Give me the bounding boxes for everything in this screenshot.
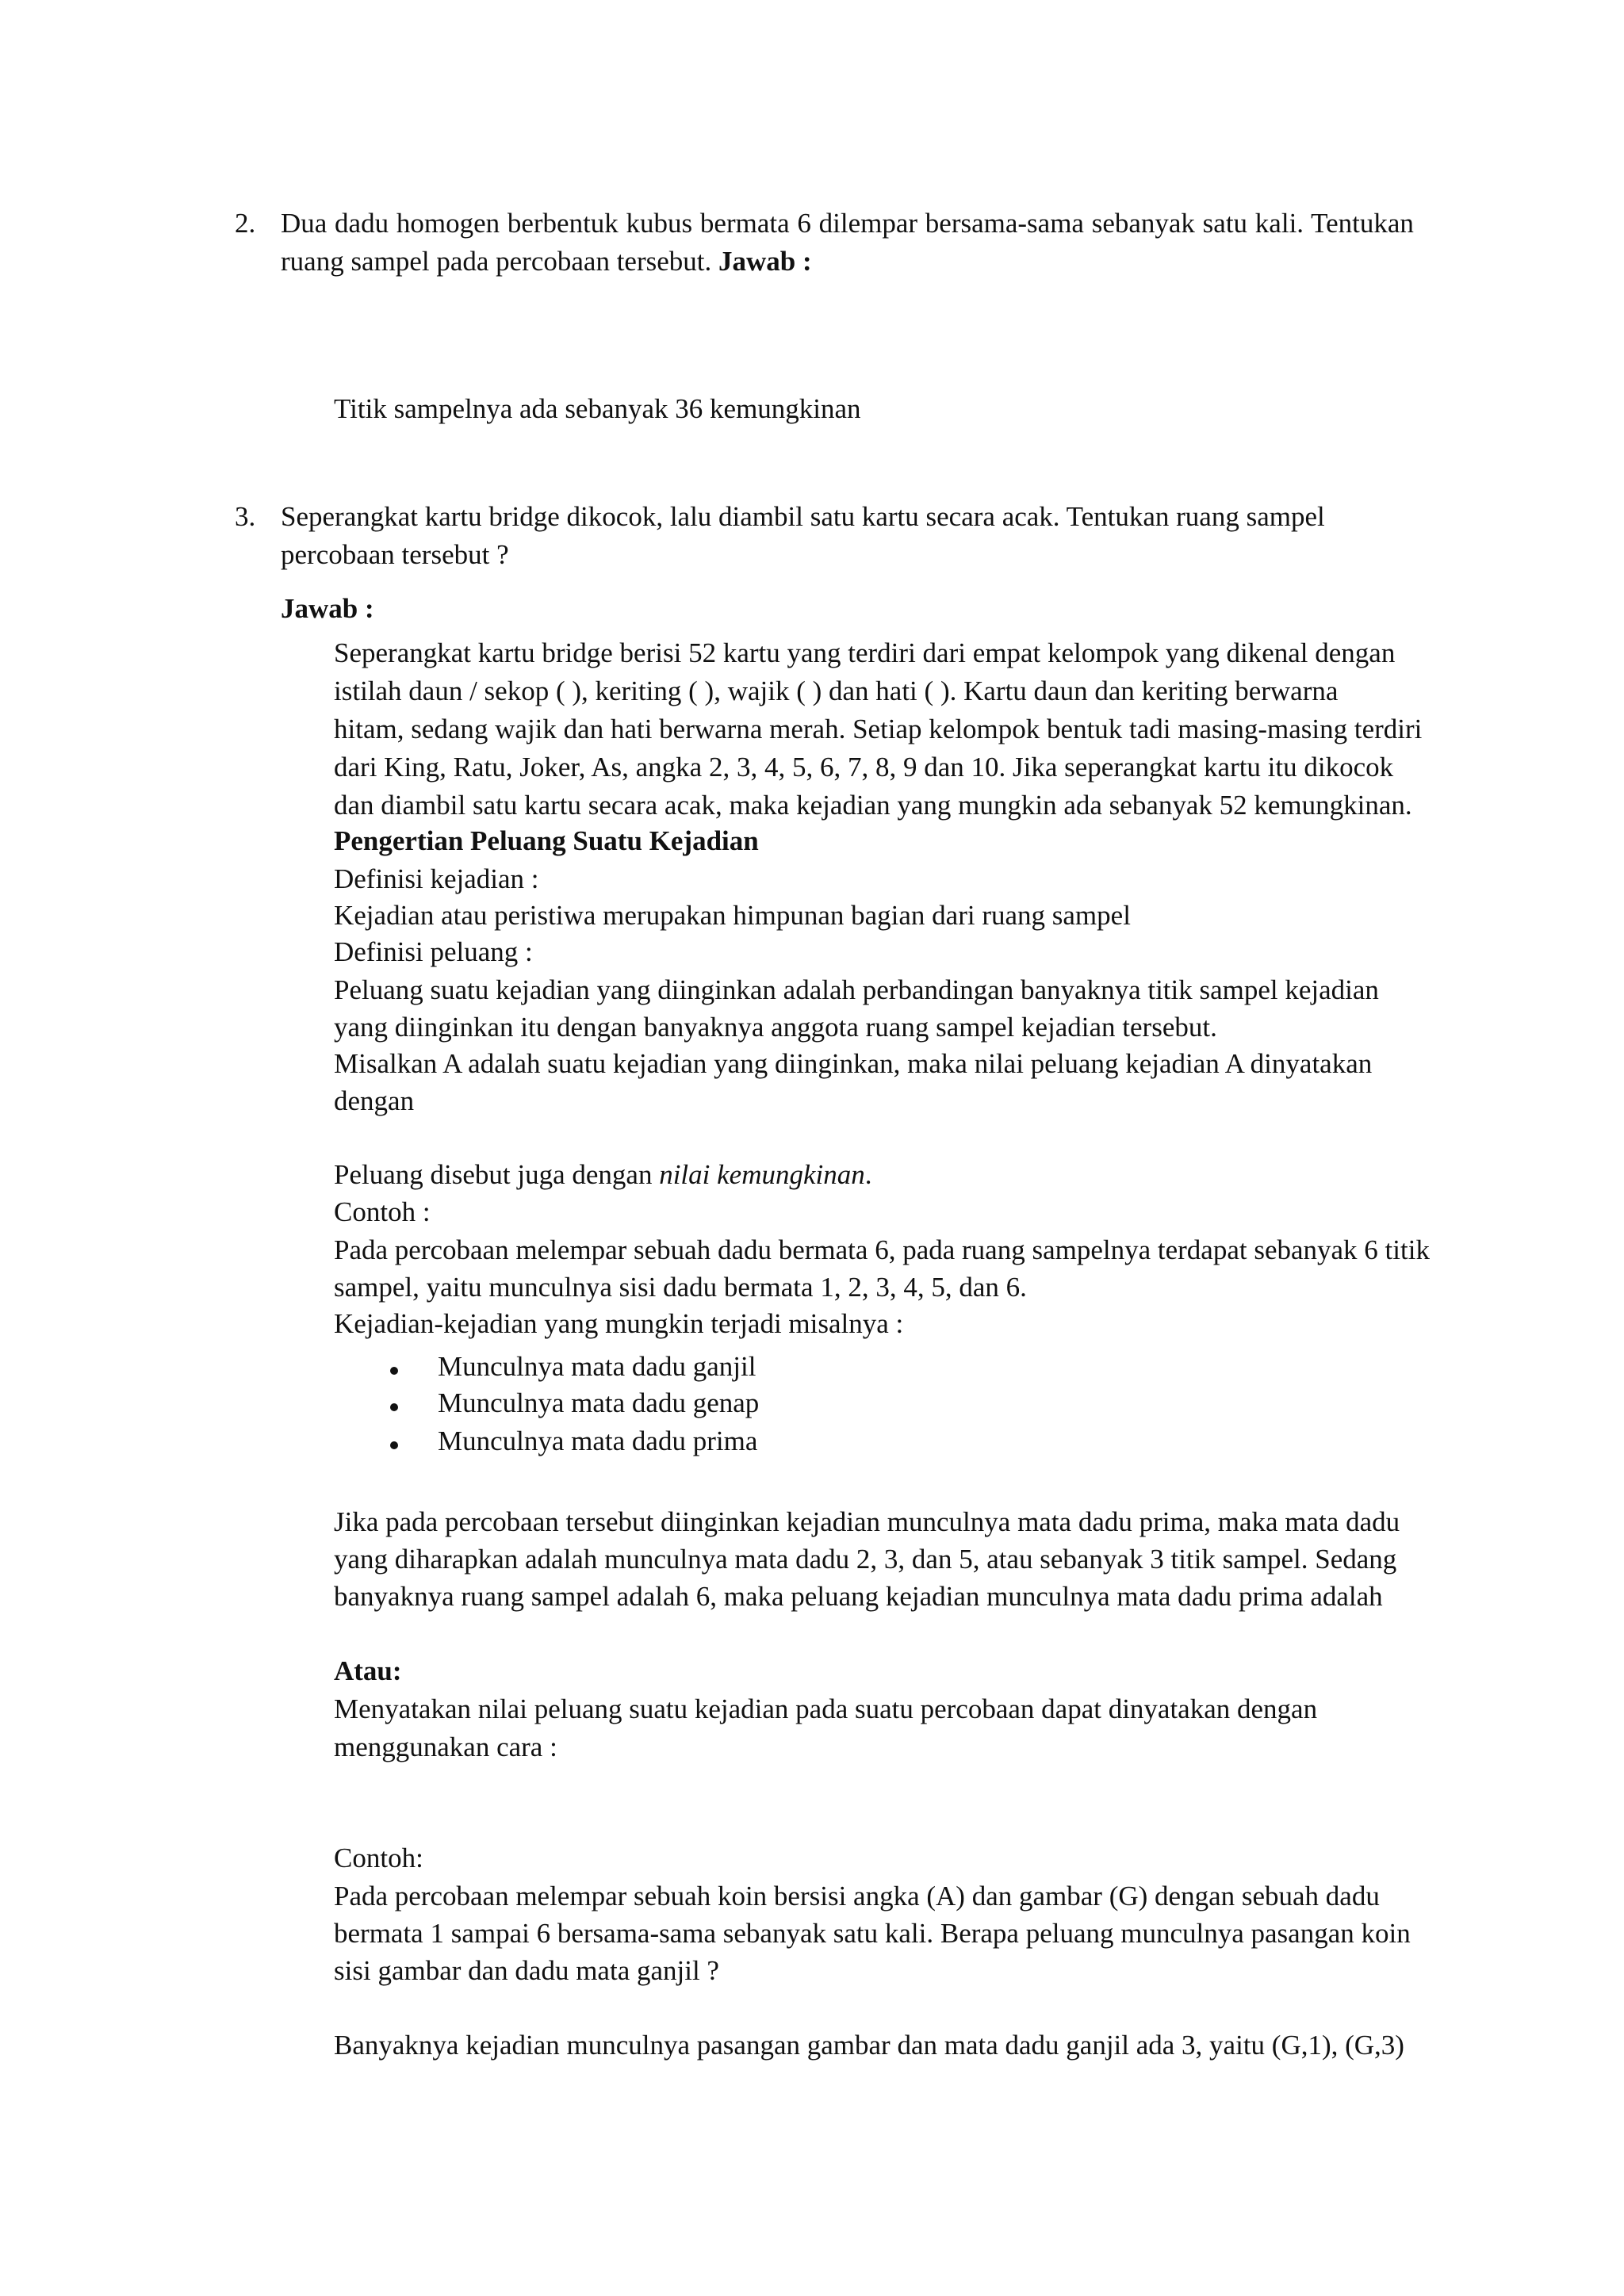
definition-event-label: Definisi kejadian : xyxy=(334,863,539,894)
definition-probability-label: Definisi peluang : xyxy=(334,936,533,967)
also-called-line xyxy=(334,1156,871,1194)
definition-probability-line: Misalkan A adalah suatu kejadian yang diinginkan, maka nilai peluang kejadian A dinyatakan xyxy=(334,1048,1373,1079)
item-3-question-line-1: Seperangkat kartu bridge dikocok, lalu diambil satu kartu secara acak. Tentukan ruang sampel xyxy=(281,501,1325,532)
example-line: Pada percobaan melempar sebuah dadu bermata 6, pada ruang sampelnya terdapat sebanyak 6 titik xyxy=(334,1234,1430,1265)
item-3-answer-line: Seperangkat kartu bridge berisi 52 kartu yang terdiri dari empat kelompok yang dikenal dengan xyxy=(334,637,1396,668)
example-2-label: Contoh: xyxy=(334,1843,423,1873)
definition-probability-line: Peluang suatu kejadian yang diinginkan adalah perbandingan banyaknya titik sampel kejadian xyxy=(334,974,1379,1005)
item-2-answer-label: Jawab : xyxy=(718,246,812,277)
also-called-suffix: . xyxy=(864,1159,872,1190)
bullet-icon xyxy=(390,1403,398,1411)
item-3-answer-label: Jawab : xyxy=(281,593,374,624)
item-3-answer-line: dari King, Ratu, Joker, As, angka 2, 3, 4, 5, 6, 7, 8, 9 dan 10. Jika seperangkat kartu itu dikocok xyxy=(334,752,1394,783)
or-line: menggunakan cara : xyxy=(334,1732,557,1762)
example-2-line: Pada percobaan melempar sebuah koin bersisi angka (A) dan gambar (G) dengan sebuah dadu xyxy=(334,1881,1380,1911)
bullet-item: Munculnya mata dadu prima xyxy=(438,1425,758,1456)
or-line: Menyatakan nilai peluang suatu kejadian pada suatu percobaan dapat dinyatakan dengan xyxy=(334,1693,1318,1724)
item-2-result: Titik sampelnya ada sebanyak 36 kemungkinan xyxy=(334,393,861,424)
or-label: Atau: xyxy=(334,1655,402,1686)
item-2-question-text: ruang sampel pada percobaan tersebut. xyxy=(281,246,712,277)
prime-line: banyaknya ruang sampel adalah 6, maka peluang kejadian munculnya mata dadu prima adalah xyxy=(334,1581,1383,1612)
item-3-answer-line: istilah daun / sekop ( ), keriting ( ), wajik ( ) dan hati ( ). Kartu daun dan keriting berwarna xyxy=(334,675,1339,706)
item-3-number: 3. xyxy=(235,501,256,532)
example-2-line: sisi gambar dan dadu mata ganjil ? xyxy=(334,1955,719,1986)
example-line: Kejadian-kejadian yang mungkin terjadi misalnya : xyxy=(334,1308,904,1339)
also-called-term: nilai kemungkinan xyxy=(659,1159,865,1190)
bullet-item: Munculnya mata dadu ganjil xyxy=(438,1351,756,1382)
item-3-answer-line: hitam, sedang wajik dan hati berwarna merah. Setiap kelompok bentuk tadi masing-masing terdiri xyxy=(334,714,1423,744)
bullet-item: Munculnya mata dadu genap xyxy=(438,1387,760,1418)
prime-line: yang diharapkan adalah munculnya mata dadu 2, 3, dan 5, atau sebanyak 3 titik sampel. Sedang xyxy=(334,1544,1397,1575)
definition-probability-line: yang diinginkan itu dengan banyaknya anggota ruang sampel kejadian tersebut. xyxy=(334,1012,1217,1043)
item-3-answer-line: dan diambil satu kartu secara acak, maka kejadian yang mungkin ada sebanyak 52 kemungkinan. xyxy=(334,790,1412,821)
bullet-icon xyxy=(390,1441,398,1449)
definition-probability-line: dengan xyxy=(334,1085,415,1116)
item-2-number: 2. xyxy=(235,208,256,239)
section-heading: Pengertian Peluang Suatu Kejadian xyxy=(334,825,759,856)
item-2-question-line-1: Dua dadu homogen berbentuk kubus bermata 6 dilempar bersama-sama sebanyak satu kali. Tentukan xyxy=(281,208,1414,239)
item-3-question-line-2: percobaan tersebut ? xyxy=(281,539,509,570)
item-2-question-line-2 xyxy=(281,243,812,281)
also-called-prefix: Peluang disebut juga dengan xyxy=(334,1159,653,1190)
example-line: sampel, yaitu munculnya sisi dadu bermata 1, 2, 3, 4, 5, dan 6. xyxy=(334,1272,1027,1303)
final-line: Banyaknya kejadian munculnya pasangan gambar dan mata dadu ganjil ada 3, yaitu (G,1), (G,3) xyxy=(334,2030,1404,2061)
prime-line: Jika pada percobaan tersebut diinginkan kejadian munculnya mata dadu prima, maka mata dadu xyxy=(334,1506,1400,1537)
example-2-line: bermata 1 sampai 6 bersama-sama sebanyak satu kali. Berapa peluang munculnya pasangan koin xyxy=(334,1918,1411,1949)
definition-event-text: Kejadian atau peristiwa merupakan himpunan bagian dari ruang sampel xyxy=(334,900,1131,931)
bullet-icon xyxy=(390,1367,398,1375)
example-label: Contoh : xyxy=(334,1196,431,1227)
